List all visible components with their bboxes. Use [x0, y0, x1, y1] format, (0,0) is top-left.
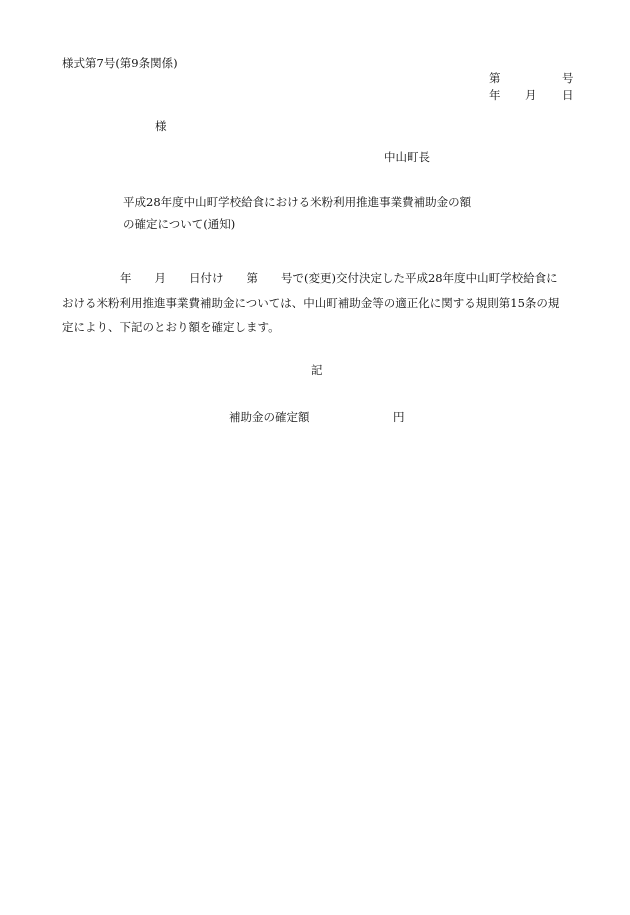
sender-name: 中山町長	[384, 150, 430, 164]
body-month: 月	[154, 271, 166, 285]
date-year: 年	[489, 88, 501, 102]
body-dated: 日付け	[189, 271, 224, 285]
body-line-2: おける米粉利用推進事業費補助金については、中山町補助金等の適正化に関する規則第15条の規	[62, 296, 560, 310]
document-number-prefix: 第	[489, 71, 501, 85]
amount-label: 補助金の確定額	[229, 410, 310, 424]
form-label: 様式第7号(第9条関係)	[62, 56, 178, 70]
body-number-prefix: 第	[246, 271, 258, 285]
addressee-suffix: 様	[155, 119, 167, 133]
ki-heading: 記	[311, 363, 323, 377]
document-number-suffix: 号	[562, 71, 574, 85]
body-line-1	[62, 273, 558, 285]
amount-unit: 円	[393, 410, 405, 424]
body-year: 年	[120, 271, 132, 285]
body-line-1-text: 号で(変更)交付決定した平成28年度中山町学校給食に	[281, 271, 558, 285]
date-month: 月	[525, 88, 537, 102]
subject-line-1: 平成28年度中山町学校給食における米粉利用推進事業費補助金の額	[123, 195, 472, 209]
date-day: 日	[562, 88, 574, 102]
body-line-3: 定により、下記のとおり額を確定します。	[62, 320, 280, 334]
subject-line-2: の確定について(通知)	[123, 217, 236, 231]
